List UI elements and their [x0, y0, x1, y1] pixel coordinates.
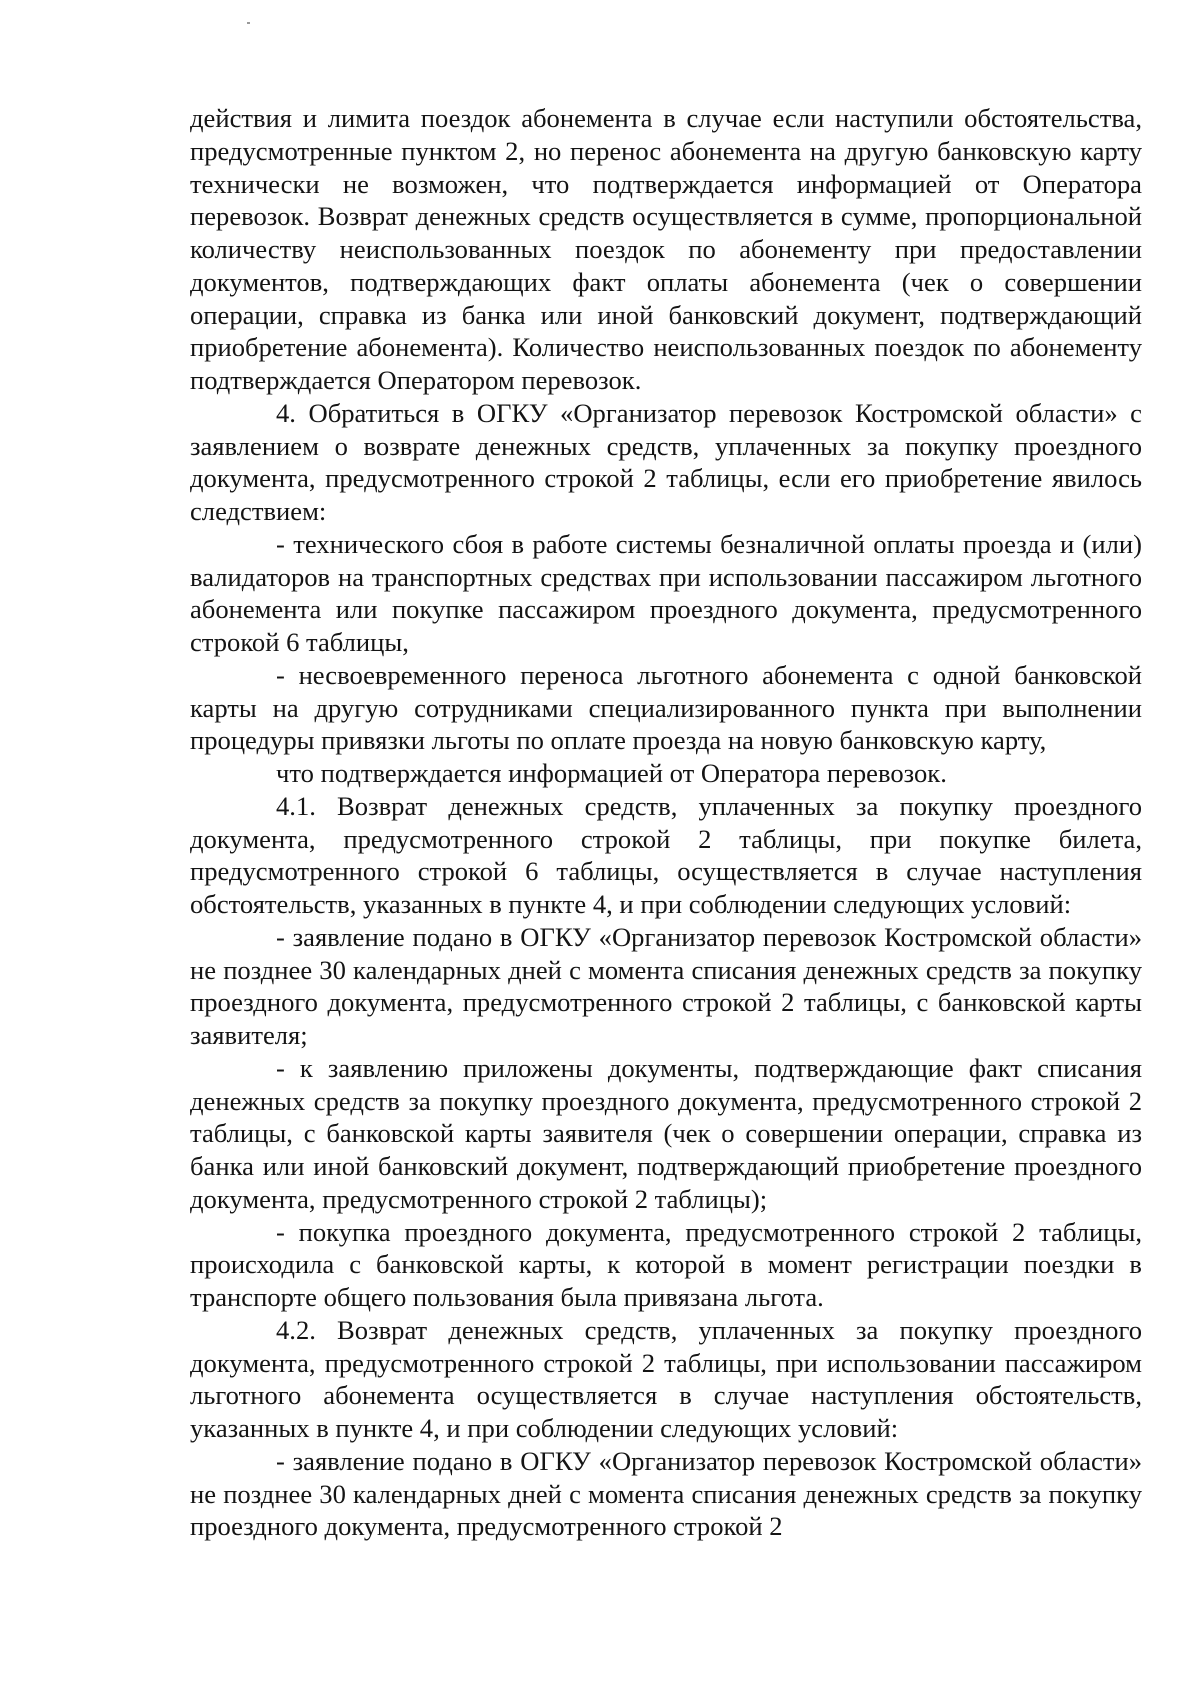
document-body: [190, 102, 1142, 1543]
list-item-late-transfer: - несвоевременного переноса льготного абонемента с одной банковской карты на другую сотрудниками специализированного пункта при выполнении процедуры привязки льготы по оплате проезда на новую банковскую карту,: [190, 659, 1142, 756]
list-item-application-deadline-2: - заявление подано в ОГКУ «Организатор перевозок Костромской области» не позднее 30 календарных дней с момента списания денежных средств за покупку проездного документа, предусмотренного строкой 2: [190, 1445, 1142, 1542]
list-item-attached-documents: - к заявлению приложены документы, подтверждающие факт списания денежных средств за покупку проездного документа, предусмотренного строкой 2 таблицы, с банковской карты заявителя (чек о совершении операции, справка из банка или иной банковский документ, подтверждающий приобретение проездного документа, предусмотренного строкой 2 таблицы);: [190, 1052, 1142, 1214]
scan-artifact: [247, 22, 250, 24]
paragraph-confirmation: что подтверждается информацией от Оператора перевозок.: [276, 758, 947, 788]
paragraph-item-4-2: 4.2. Возврат денежных средств, уплаченных за покупку проездного документа, предусмотренного строкой 2 таблицы, при использовании пассажиром льготного абонемента осуществляется в случае наступления обстоятельств, указанных в пункте 4, и при соблюдении следующих условий:: [190, 1314, 1142, 1443]
list-item-card-purchase: - покупка проездного документа, предусмотренного строкой 2 таблицы, происходила с банковской карты, к которой в момент регистрации поездки в транспорте общего пользования была привязана льгота.: [190, 1216, 1142, 1312]
paragraph-item-4-1: 4.1. Возврат денежных средств, уплаченных за покупку проездного документа, предусмотренного строкой 2 таблицы, при покупке билета, предусмотренного строкой 6 таблицы, осуществляется в случае наступления обстоятельств, указанных в пункте 4, и при соблюдении следующих условий:: [190, 790, 1142, 919]
paragraph-continuation: действия и лимита поездок абонемента в случае если наступили обстоятельства, предусмотренные пунктом 2, но перенос абонемента на другую банковскую карту технически не возможен, что подтверждается информацией от Оператора перевозок. Возврат денежных средств осуществляется в сумме, пропорциональной количеству неиспользованных поездок по абонементу при предоставлении документов, подтверждающих факт оплаты абонемента (чек о совершении операции, справка из банка или иной банковский документ, подтверждающий приобретение абонемента). Количество неиспользованных поездок по абонементу подтверждается Оператором перевозок.: [190, 103, 1142, 395]
list-item-application-deadline: - заявление подано в ОГКУ «Организатор перевозок Костромской области» не позднее 30 календарных дней с момента списания денежных средств за покупку проездного документа, предусмотренного строкой 2 таблицы, с банковской карты заявителя;: [190, 921, 1142, 1050]
list-item-technical-failure: - технического сбоя в работе системы безналичной оплаты проезда и (или) валидаторов на транспортных средствах при использовании пассажиром льготного абонемента или покупке пассажиром проездного документа, предусмотренного строкой 6 таблицы,: [190, 528, 1142, 657]
paragraph-item-4: 4. Обратиться в ОГКУ «Организатор перевозок Костромской области» с заявлением о возврате денежных средств, уплаченных за покупку проездного документа, предусмотренного строкой 2 таблицы, если его приобретение явилось следствием:: [190, 397, 1142, 526]
